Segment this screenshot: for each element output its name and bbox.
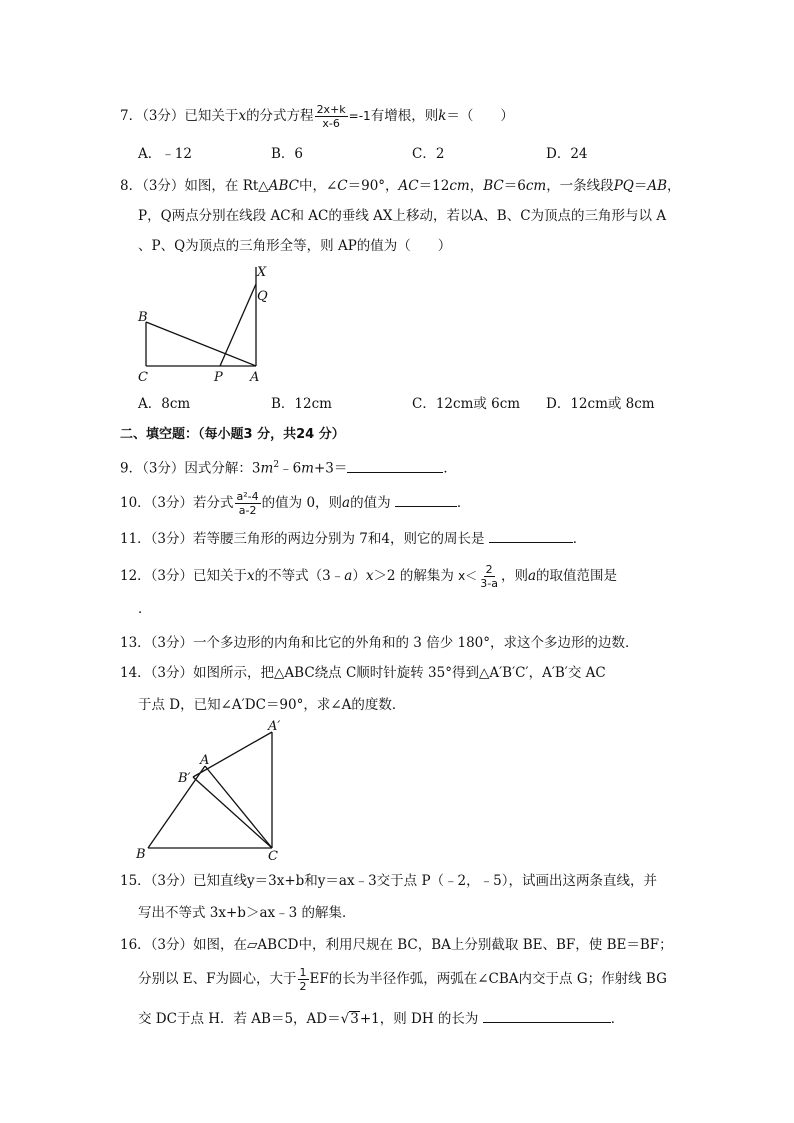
question-12: 12．（3分）已知关于x的不等式（3﹣a）x＞2 的解集为 x＜ $\frac{2}{3-a}$ ，则a的取值范围是 bbox=[120, 563, 618, 590]
q7-option-a: A．﹣12 bbox=[138, 146, 192, 162]
question-8-line-1: 8．（3分）如图，在 Rt△ABC中，∠C＝90°，AC＝12cm，BC＝6cm，一条线段PQ＝AB， bbox=[120, 178, 681, 194]
question-16-line-3: 交 DC于点 H．若 AB＝5，AD＝√3+1，则 DH 的长为 ． bbox=[138, 1008, 754, 1030]
label-c: C bbox=[138, 370, 148, 385]
sqrt-sign-icon: √ bbox=[340, 1011, 350, 1027]
q8-option-c: C．12cm或 6cm bbox=[412, 396, 521, 412]
question-9: 9．（3分）因式分解：$3m^2﹣6m+3=$ ． bbox=[120, 454, 754, 480]
label-a: A bbox=[250, 370, 260, 385]
ba-segment bbox=[146, 322, 256, 366]
q7-option-c: C．2 bbox=[412, 146, 445, 162]
q7-rhs: =-1 bbox=[348, 109, 371, 123]
question-7 bbox=[120, 103, 754, 130]
label-a-prime: A′ bbox=[268, 719, 281, 734]
label-b: B bbox=[136, 847, 146, 862]
q10-fraction: $\frac{\text{a²-4}}{a-2}$ bbox=[236, 490, 259, 517]
q7-text: 7．（3分）已知关于 bbox=[120, 108, 239, 124]
q7-option-d: D．24 bbox=[546, 146, 588, 162]
label-p: P bbox=[214, 370, 223, 385]
q8-option-a: A．8cm bbox=[138, 396, 191, 412]
q8-option-d: D．12cm或 8cm bbox=[546, 396, 655, 412]
q12-fraction: $\frac{2}{3-a}$ bbox=[480, 563, 498, 590]
label-q: Q bbox=[257, 289, 268, 304]
question-10: 10．（3分）若分式 $\frac{\text{a²-4}}{a-2}$ 的值为 0，则a的值为 ． bbox=[120, 490, 471, 517]
q7-option-b: B．6 bbox=[271, 146, 304, 162]
question-14-line-1: 14．（3分）如图所示，把△ABC绕点 C顺时针旋转 35°得到△A′B′C′，A′B′交 AC bbox=[120, 665, 606, 681]
a-c-side bbox=[205, 766, 272, 848]
q10-answer-blank bbox=[395, 492, 457, 507]
label-x: X bbox=[257, 265, 267, 280]
q16-half-fraction: $\frac{1}{2}$ bbox=[299, 966, 307, 993]
q7-var-x: x bbox=[238, 108, 247, 124]
b-a-side bbox=[148, 766, 205, 848]
q7-text-3: 有增根，则 bbox=[370, 108, 439, 124]
label-b: B bbox=[138, 310, 148, 325]
q16-answer-blank bbox=[483, 1008, 611, 1023]
q9-answer-blank bbox=[347, 458, 443, 473]
q7-var-k: k bbox=[438, 108, 447, 124]
label-a: A bbox=[200, 753, 210, 768]
question-11: 11．（3分）若等腰三角形的两边分别为 7和4，则它的周长是 ． bbox=[120, 528, 754, 550]
b-prime-c-side bbox=[193, 777, 272, 848]
q7-text-2: 的分式方程 bbox=[246, 108, 314, 124]
question-8-line-2: P，Q两点分别在线段 AC和 AC的垂线 AX上移动，若以A、B、C为顶点的三角形与以 A bbox=[138, 208, 667, 224]
q7-fraction: $\frac{2x+k}{x-6}$ bbox=[316, 103, 346, 130]
question-15-line-2: 写出不等式 3x+b＞ax﹣3 的解集． bbox=[138, 905, 356, 921]
label-b-prime: B′ bbox=[178, 771, 191, 786]
question-16-line-2: 分别以 E、F为圆心，大于 $\frac{1}{2}$ EF的长为半径作弧，两弧在∠CBA内交于点 G；作射线 BG bbox=[138, 966, 667, 993]
q8-triangle-figure bbox=[130, 262, 280, 387]
label-c: C bbox=[268, 849, 278, 864]
q14-rotation-figure bbox=[130, 716, 290, 866]
section-title-fill-in: 二、填空题：（每小题3 分，共24 分） bbox=[120, 427, 345, 442]
pq-segment bbox=[220, 284, 256, 366]
question-14-line-2: 于点 D，已知∠A′DC＝90°，求∠A的度数． bbox=[138, 697, 406, 713]
question-15-line-1: 15．（3分）已知直线y＝3x+b和y＝ax﹣3交于点 P（﹣2，﹣5），试画出这两条直线，并 bbox=[120, 873, 657, 889]
q11-answer-blank bbox=[489, 528, 573, 543]
question-16-line-1: 16．（3分）如图，在▱ABCD中，利用尺规在 BC，BA上分别截取 BE、BF，使 BE＝BF； bbox=[120, 937, 673, 953]
question-8-line-3: 、P、Q为顶点的三角形全等，则 AP的值为（ ） bbox=[138, 238, 452, 254]
question-12-line-2: ． bbox=[138, 601, 152, 617]
q8-option-b: B．12cm bbox=[271, 396, 332, 412]
question-13: 13．（3分）一个多边形的内角和比它的外角和的 3 倍少 180°，求这个多边形的边数． bbox=[120, 635, 639, 651]
q7-text-4: ＝（ ） bbox=[446, 108, 514, 124]
